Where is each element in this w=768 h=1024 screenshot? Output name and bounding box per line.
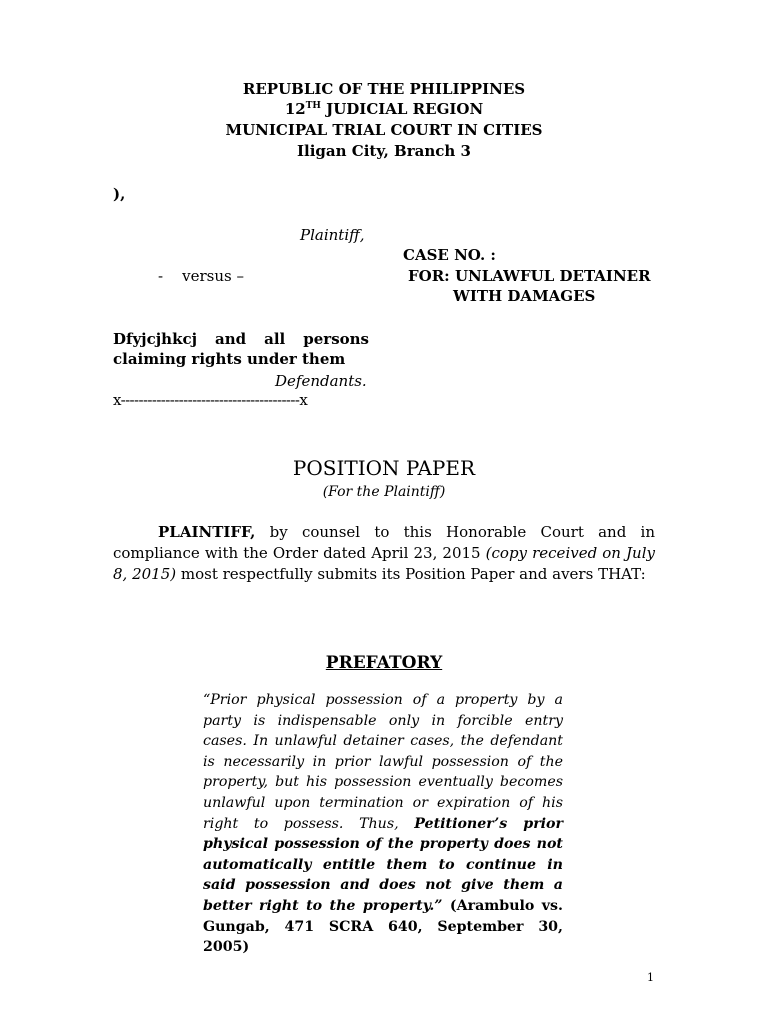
quote-citation: (Arambulo vs. Gungab, 471 SCRA 640, September 30, 2005) [203, 897, 563, 956]
region-text: JUDICIAL REGION [320, 100, 484, 118]
intro-paragraph [113, 522, 655, 585]
prefatory-heading: PREFATORY [325, 653, 443, 673]
case-nature-line2: WITH DAMAGES [453, 287, 596, 305]
document-subtitle: (For the Plaintiff) [322, 484, 446, 500]
page-number: 1 [647, 971, 654, 984]
quote-text: “Prior physical possession of a property by a party is indispensable only in forcible entry cases. In unlawful detainer cases, the defendant is necessarily in prior lawful possession of the property, but his possession eventually becomes unlawful upon termination or expiration of his right to possess. Thus, [203, 692, 563, 832]
plaintiff-name: ), [113, 185, 126, 203]
case-nature-line1: FOR: UNLAWFUL DETAINER [408, 267, 651, 285]
intro-lead: PLAINTIFF, [158, 523, 256, 541]
intro-text-2: most respectfully submits its Position Paper and avers THAT: [176, 565, 646, 583]
header-city-branch: Iligan City, Branch 3 [297, 142, 471, 160]
intro-parenthetical: (copy received on July 8, 2015) [113, 544, 655, 583]
region-suffix: TH [305, 101, 321, 111]
header-republic: REPUBLIC OF THE PHILIPPINES [242, 80, 526, 98]
case-number: CASE NO. : [403, 246, 496, 264]
caption-separator: x----------------------------------------x [113, 391, 308, 409]
document-title: POSITION PAPER [292, 456, 476, 480]
intro-text-1: by counsel to this Honorable Court and in compliance with the Order dated April 23, 2015 [113, 523, 655, 562]
prefatory-quote [203, 690, 563, 958]
defendant-label: Defendants. [275, 372, 367, 390]
region-number: 12 [284, 100, 306, 118]
plaintiff-label: Plaintiff, [300, 226, 365, 244]
defendant-name-line1: Dfyjcjhkcj and all persons [113, 330, 369, 348]
header-court: MUNICIPAL TRIAL COURT IN CITIES [225, 121, 543, 139]
header-judicial-region [0, 100, 768, 118]
versus-label: - versus – [158, 267, 244, 285]
defendant-name-line2: claiming rights under them [113, 350, 346, 368]
quote-emphasis: Petitioner’s prior physical possession of the property does not automatically entitle them to continue in said possession and does not give them a better right to the property.” [203, 815, 563, 914]
